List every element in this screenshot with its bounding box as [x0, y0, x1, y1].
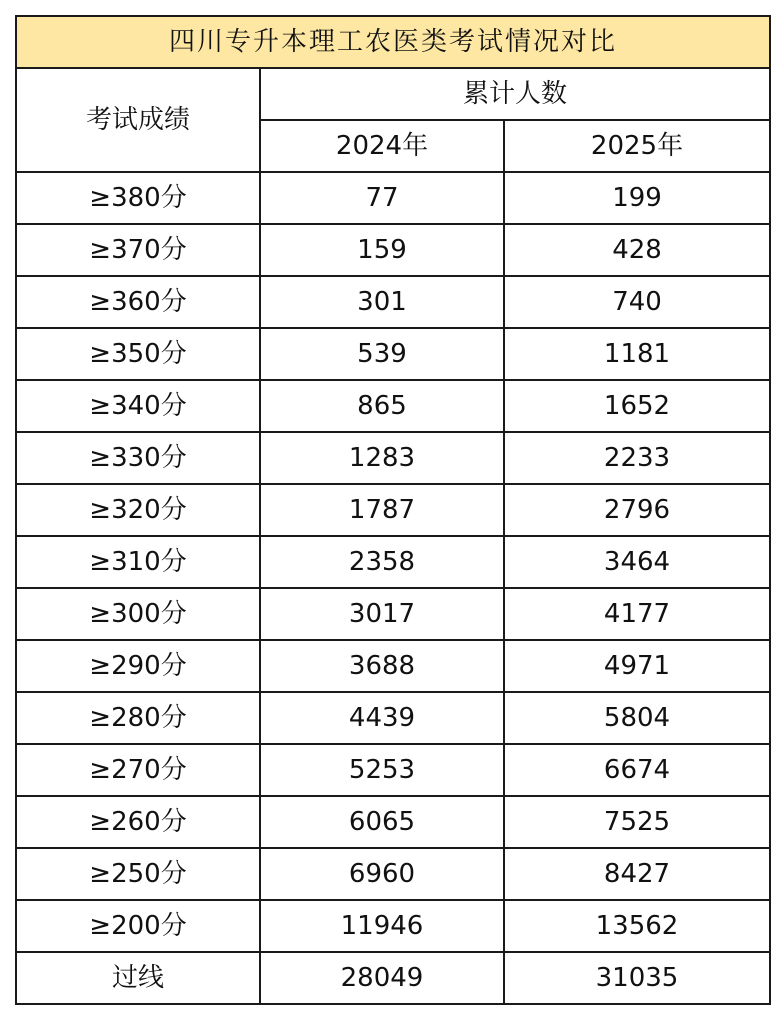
count-2025-cell: 1181 [504, 328, 770, 380]
count-2024-cell: 4439 [260, 692, 504, 744]
table-row [16, 796, 770, 848]
table-row [16, 276, 770, 328]
cumulative-count-header: 累计人数 [260, 68, 770, 120]
score-cell: ≥340分 [16, 380, 260, 432]
score-cell: 过线 [16, 952, 260, 1004]
count-2025-cell: 4177 [504, 588, 770, 640]
header-row-top [16, 68, 770, 120]
table-row [16, 380, 770, 432]
score-cell: ≥330分 [16, 432, 260, 484]
year-2024-header: 2024年 [260, 120, 504, 172]
year-2025-header: 2025年 [504, 120, 770, 172]
score-cell: ≥250分 [16, 848, 260, 900]
count-2024-cell: 539 [260, 328, 504, 380]
count-2025-cell: 13562 [504, 900, 770, 952]
count-2025-cell: 8427 [504, 848, 770, 900]
count-2024-cell: 11946 [260, 900, 504, 952]
count-2025-cell: 6674 [504, 744, 770, 796]
count-2025-cell: 1652 [504, 380, 770, 432]
score-cell: ≥320分 [16, 484, 260, 536]
count-2025-cell: 428 [504, 224, 770, 276]
count-2024-cell: 301 [260, 276, 504, 328]
count-2025-cell: 2233 [504, 432, 770, 484]
score-cell: ≥360分 [16, 276, 260, 328]
count-2024-cell: 5253 [260, 744, 504, 796]
count-2024-cell: 3017 [260, 588, 504, 640]
table-row [16, 172, 770, 224]
count-2024-cell: 6065 [260, 796, 504, 848]
count-2024-cell: 1283 [260, 432, 504, 484]
table-row [16, 640, 770, 692]
score-cell: ≥200分 [16, 900, 260, 952]
score-cell: ≥370分 [16, 224, 260, 276]
count-2025-cell: 31035 [504, 952, 770, 1004]
score-cell: ≥380分 [16, 172, 260, 224]
table-row [16, 692, 770, 744]
count-2025-cell: 4971 [504, 640, 770, 692]
count-2025-cell: 199 [504, 172, 770, 224]
table-row [16, 328, 770, 380]
count-2025-cell: 3464 [504, 536, 770, 588]
count-2025-cell: 2796 [504, 484, 770, 536]
table-title: 四川专升本理工农医类考试情况对比 [16, 16, 770, 68]
count-2024-cell: 865 [260, 380, 504, 432]
table-row [16, 848, 770, 900]
count-2024-cell: 6960 [260, 848, 504, 900]
count-2025-cell: 740 [504, 276, 770, 328]
score-cell: ≥280分 [16, 692, 260, 744]
score-cell: ≥350分 [16, 328, 260, 380]
table-row [16, 484, 770, 536]
table-row [16, 588, 770, 640]
table-row [16, 536, 770, 588]
count-2024-cell: 159 [260, 224, 504, 276]
count-2024-cell: 3688 [260, 640, 504, 692]
count-2025-cell: 7525 [504, 796, 770, 848]
score-cell: ≥290分 [16, 640, 260, 692]
count-2024-cell: 1787 [260, 484, 504, 536]
score-cell: ≥310分 [16, 536, 260, 588]
count-2024-cell: 28049 [260, 952, 504, 1004]
score-cell: ≥260分 [16, 796, 260, 848]
title-row [16, 16, 770, 68]
score-column-header: 考试成绩 [16, 68, 260, 172]
table-row [16, 900, 770, 952]
count-2024-cell: 77 [260, 172, 504, 224]
count-2024-cell: 2358 [260, 536, 504, 588]
table-row [16, 952, 770, 1004]
count-2025-cell: 5804 [504, 692, 770, 744]
score-cell: ≥300分 [16, 588, 260, 640]
score-comparison-table [15, 15, 771, 1005]
table-row [16, 432, 770, 484]
score-cell: ≥270分 [16, 744, 260, 796]
table-row [16, 744, 770, 796]
table-row [16, 224, 770, 276]
